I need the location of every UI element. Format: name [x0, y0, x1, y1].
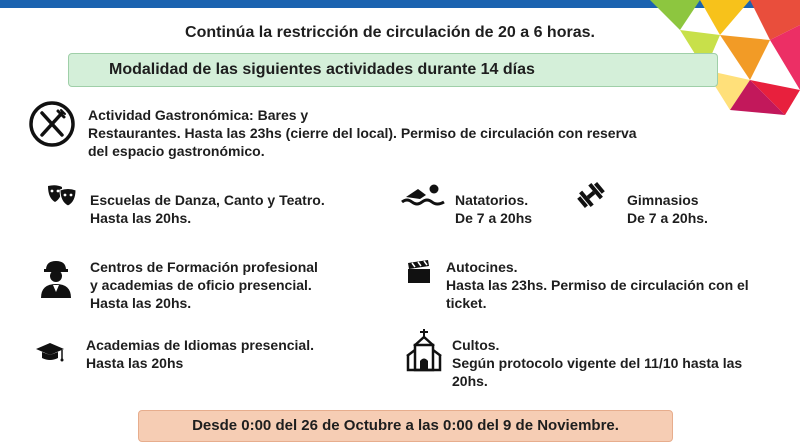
clapperboard-icon: [406, 259, 432, 285]
graduation-cap-icon: [34, 340, 66, 364]
activity-gimnasios: Gimnasios De 7 a 20hs.: [627, 192, 708, 226]
activity-natatorios: Natatorios. De 7 a 20hs: [455, 192, 533, 226]
activity-formacion: Centros de Formación profesional y academias de oficio presencial. Hasta las 20hs.: [90, 259, 318, 311]
activity-danza: Escuelas de Danza, Canto y Teatro. Hasta las 20hs.: [90, 192, 325, 226]
church-icon: [405, 328, 443, 372]
dumbbell-icon: [575, 180, 607, 210]
modality-banner: Modalidad de las siguientes actividades durante 14 días: [68, 53, 718, 87]
worker-icon: [38, 258, 74, 300]
theater-masks-icon: [46, 184, 78, 208]
swimmer-icon: [400, 183, 446, 209]
activity-cultos: Cultos. Según protocolo vigente del 11/10 hasta las 20hs.: [452, 337, 743, 389]
activity-idiomas: Academias de Idiomas presencial. Hasta las 20hs: [86, 337, 314, 371]
date-range-banner: Desde 0:00 del 26 de Octubre a las 0:00 del 9 de Noviembre.: [138, 410, 673, 442]
activity-autocines: Autocines. Hasta las 23hs. Permiso de circulación con el ticket.: [446, 259, 749, 311]
fork-knife-icon: [28, 100, 76, 148]
headline: Continúa la restricción de circulación de 20 a 6 horas.: [185, 24, 595, 41]
activity-gastronomia: Actividad Gastronómica: Bares y Restaurantes. Hasta las 23hs (cierre del local). Permiso de circulación con reserva del espacio gastronómico.: [88, 107, 637, 159]
